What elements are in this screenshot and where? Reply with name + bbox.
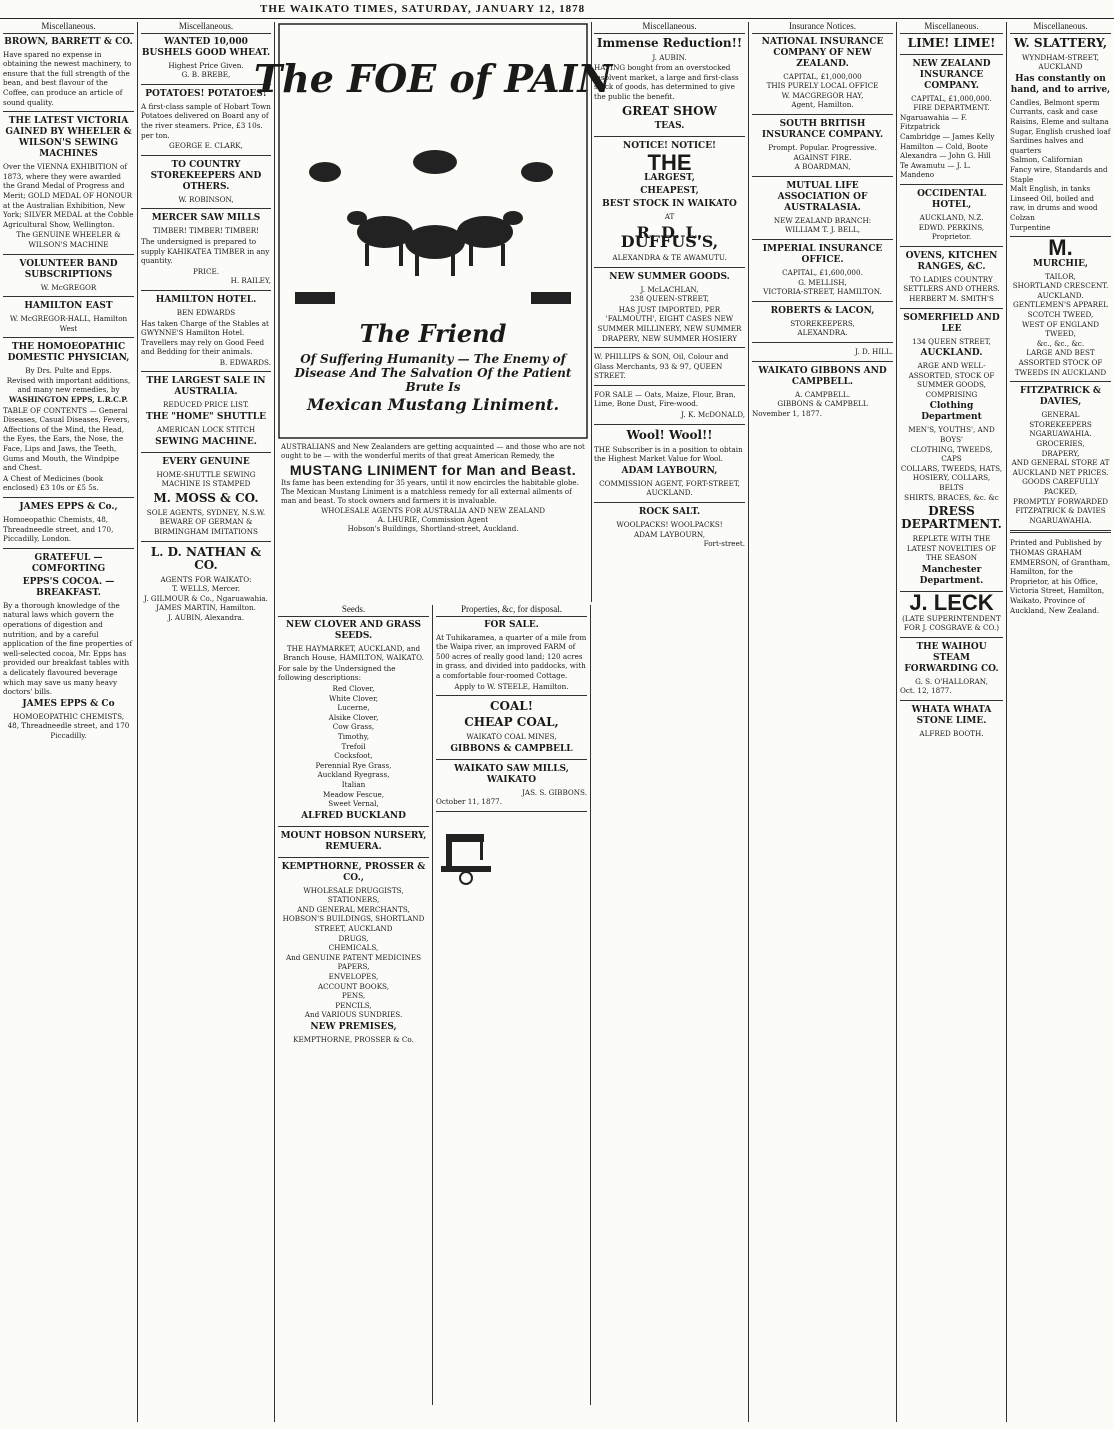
column-properties (433, 605, 591, 1405)
ad-department: Clothing Department (921, 401, 982, 423)
ad-name: GEORGE E. CLARK, (169, 141, 243, 151)
apparel-item: GENTLEMEN'S APPAREL (1013, 300, 1108, 310)
ad-subtitle: WHOLESALE DRUGGISTS, STATIONERS, (303, 885, 404, 905)
notice-best: BEST STOCK IN WAIKATO (602, 199, 737, 210)
ad-body: FOR SALE — Oats, Maize, Flour, Bran, Lime, Bone Dust, Fire-wood. (594, 389, 736, 409)
ad-location: AUCKLAND. (1037, 290, 1084, 300)
ad-title: COAL! (489, 699, 534, 714)
ad-address: WYNDHAM-STREET, AUCKLAND (1021, 52, 1100, 72)
store-item: AND GENERAL STORE AT (1011, 458, 1110, 468)
ad-body: TABLE OF CONTENTS — General Diseases, Casual Diseases, Fevers, Affections of the Mind, the Head, the Eyes, the Ears, the Nose, the Face, Lips and Jaws, the Teeth, Gums and Mouth, the Windpipe and Chest. (3, 405, 130, 473)
ad-body: A first-class sample of Hobart Town Potatoes delivered on Board any of the river steamers. Price, £3 10s. per ton. (141, 101, 271, 140)
foe-lead: AUSTRALIANS and New Zealanders are getting acquainted — and those who are not ought to be — with the wonderful merits of that great American Remedy, the (281, 443, 585, 460)
seed-item: Timothy, (337, 731, 370, 741)
goods-item: Colzan (1010, 212, 1035, 222)
notice-at: AT (664, 212, 675, 222)
ad-title: THE WAIHOU STEAM FORWARDING CO. (904, 641, 999, 674)
ad-name: W. SLATTERY, (1013, 35, 1108, 50)
seed-item: Auckland Ryegrass, (317, 770, 390, 780)
clothing-item: CLOTHING, TWEEDS, CAPS (910, 444, 993, 464)
sewing-machine-icon (436, 816, 496, 886)
column-header: Miscellaneous. (3, 22, 134, 34)
ad-subtitle: STOREKEEPERS, (790, 318, 855, 328)
ad-capital: CAPITAL, £1,000,000 (783, 71, 862, 81)
ad-location: HOBSON'S BUILDINGS, SHORTLAND STREET, AUCKLAND (282, 914, 425, 934)
ad-body: THE Subscriber is in a position to obtain the Highest Market Value for Wool. (594, 444, 743, 464)
ad-location: VICTORIA-STREET, HAMILTON. (763, 287, 882, 297)
apparel-item: &c., &c., &c. (1036, 338, 1085, 348)
column-header: Properties, &c, for disposal. (436, 605, 587, 617)
ad-initial: M. (1048, 235, 1073, 261)
foe-tagline-product: Mexican Mustang Liniment. (306, 395, 560, 414)
ad-name: J. McLACHLAN, (640, 284, 699, 294)
ad-agent-role: Agent, Hamilton. (791, 100, 854, 110)
ad-title: POTATOES! POTATOES! (145, 88, 267, 99)
ad-capital: CAPITAL, £1,000,000. (911, 93, 992, 103)
drug-list (278, 934, 429, 1020)
ad-subtitle: GENERAL STOREKEEPERS (1029, 410, 1092, 429)
ad-name: H. RAILEY, (230, 276, 271, 286)
agent-item: T. WELLS, Mercer. (172, 584, 240, 594)
ad-location: NGARUAWAHIA. (1029, 515, 1092, 525)
ad-name: AMERICAN LOCK STITCH (156, 425, 256, 435)
clothing-item: HOSIERY, COLLARS, BELTS (912, 473, 991, 493)
column-header: Miscellaneous. (141, 22, 271, 34)
goods-list (1010, 98, 1111, 232)
ad-footer: JAMES EPPS & Co (22, 698, 115, 709)
notice-location: ALEXANDRA & TE AWAMUTU. (612, 252, 727, 262)
seed-item: Red Clover, (332, 683, 375, 693)
goods-item: Salmon, Californian (1010, 155, 1083, 165)
foe-body: Its fame has been extending for 35 years, until it now encircles the habitable globe. The Mexican Mustang Liniment is a matchless remedy for all external ailments of man and beast. To stock owners and farmers it is invaluable. (281, 479, 579, 505)
ad-note: Revised with important additions, and many new remedies, by (6, 375, 131, 395)
ad-footer: 48, Threadneedle street, and 170 Piccadilly. (7, 721, 130, 740)
ad-subtitle: (LATE SUPERINTENDENT FOR J. COSGRAVE & CO.) (902, 613, 1001, 633)
foe-agents: WHOLESALE AGENTS FOR AUSTRALIA AND NEW ZEALAND (321, 507, 545, 515)
ad-price: A Chest of Medicines (book enclosed) £3 10s or £5 5s. (3, 473, 104, 493)
seed-item: Sweet Vernal, (328, 799, 379, 809)
ad-fire: AGAINST FIRE. (793, 152, 852, 162)
ad-sign: GIBBONS & CAMPBELL (777, 399, 868, 409)
ad-body: W. PHILLIPS & SON, Oil, Colour and Glass Merchants, 93 & 97, QUEEN STREET. (594, 352, 729, 381)
clothing-item: SHIRTS, BRACES, &c. &c (904, 492, 999, 502)
notice-cheapest: CHEAPEST, (640, 186, 699, 197)
ad-subtitle: REPLETE WITH THE LATEST NOVELTIES OF THE SEASON (906, 534, 997, 563)
seed-item: Alsike Clover, (328, 712, 379, 722)
ad-name: MURCHIE, (1032, 258, 1089, 269)
ad-title: OVENS, KITCHEN RANGES, &C. (905, 250, 998, 272)
ad-title: NATIONAL INSURANCE COMPANY OF NEW ZEALAND. (761, 36, 884, 69)
notice-the: THE (647, 149, 692, 175)
ad-address: 238 QUEEN-STREET, (630, 294, 709, 304)
ad-subtitle: ARGE AND WELL-ASSORTED, STOCK OF SUMMER GOODS, (908, 361, 995, 390)
ad-manager: A. CAMPBELL. (794, 389, 850, 399)
ad-title: FOR SALE. (484, 619, 539, 630)
notice-title: NOTICE! NOTICE! (622, 140, 717, 151)
foe-text (281, 442, 585, 534)
ad-subtitle: AND GENERAL MERCHANTS, (297, 904, 410, 914)
ad-title: MUTUAL LIFE ASSOCIATION OF AUSTRALASIA. (777, 180, 868, 213)
seed-item: Italian (341, 779, 366, 789)
ad-location: Fort-street. (703, 539, 745, 549)
ad-byline: By Drs. Pulte and Epps. (25, 366, 112, 376)
seed-item: Trefoil (341, 741, 366, 751)
ad-footer: HOMOEOPATHIC CHEMISTS, (12, 711, 125, 721)
ad-body: At Tuhikaramea, a quarter of a mile from the Waipa river, an improved FARM of 500 acres of really good land; 120 acres in grass, and divided into paddocks, with a comfortable four-roomed Cottage. (436, 632, 587, 680)
drug-item: And GENUINE PATENT MEDICINES (285, 952, 422, 962)
ad-shop: THE HAYMARKET, AUCKLAND, and Branch House, HAMILTON, WAIKATO. (283, 643, 424, 663)
ad-price: PRICE. (192, 266, 220, 276)
column-header: Miscellaneous. (1010, 22, 1111, 34)
ad-agent: W. MACGREGOR HAY, (781, 90, 864, 100)
ad-subtitle: WOOLPACKS! WOOLPACKS! (616, 520, 723, 530)
ad-agent: G. MELLISH, (798, 277, 847, 287)
clothing-list (900, 425, 1003, 502)
ad-title: HAMILTON EAST (24, 301, 113, 312)
notice-largest: LARGEST, (644, 173, 695, 184)
ad-title: ROCK SALT. (638, 507, 701, 518)
ad-name: J. D. HILL. (855, 346, 893, 356)
notice-shop: R. D. L. DUFFUS'S, (620, 222, 719, 252)
column-seeds (275, 605, 433, 1405)
ad-role: TAILOR, (1045, 271, 1076, 281)
apparel-item: WEST OF ENGLAND TWEED, (1021, 319, 1100, 339)
ad-title: NEW SUMMER GOODS. (609, 271, 730, 282)
ad-name: ADAM LAYBOURN, (633, 529, 706, 539)
ad-name: JAS. S. GIBBONS. (522, 787, 587, 797)
column-header: Miscellaneous. (900, 22, 1003, 34)
foe-agent-addr: Hobson's Buildings, Shortland-street, Auckland. (347, 525, 519, 533)
goods-item: Malt English, in tanks (1010, 184, 1091, 194)
ad-location: AUCKLAND. (920, 348, 983, 359)
ad-title: IMPERIAL INSURANCE OFFICE. (762, 243, 883, 265)
agent-item: Te Awamutu — J. L. Mandeno (900, 160, 971, 180)
ad-department: DRESS DEPARTMENT. (901, 504, 1002, 532)
masthead-title: THE WAIKATO TIMES, SATURDAY, JANUARY 12, 1878 (260, 3, 586, 15)
ad-agent: WILLIAM T. J. BELL, (784, 225, 860, 235)
ad-capital: CAPITAL, £1,600,000. (782, 267, 863, 277)
ad-location: AUCKLAND, N.Z. (919, 212, 984, 222)
ad-title: JAMES EPPS & Co., (19, 502, 118, 512)
ad-subtitle: EPPS'S COCOA. — BREAKFAST. (22, 576, 115, 598)
ad-body: Has taken Charge of the Stables at GWYNNE'S Hamilton Hotel. Travellers may rely on Good Feed and Bedding for their animals. (141, 318, 269, 357)
ad-title: OCCIDENTAL HOTEL, (917, 188, 986, 210)
ad-title: THE HOMOEOPATHIC DOMESTIC PHYSICIAN, (7, 342, 130, 364)
ad-name: EDWD. PERKINS, (918, 222, 985, 232)
ad-name: THE "HOME" SHUTTLE (146, 412, 266, 423)
friend-heading: The Friend (359, 319, 507, 348)
drug-item: And VARIOUS SUNDRIES. (304, 1010, 403, 1020)
ad-title: NEW CLOVER AND GRASS SEEDS. (285, 619, 422, 641)
column-header: Seeds. (278, 605, 429, 617)
ad-subtitle: W. McGREGOR-HALL, Hamilton West (9, 314, 128, 333)
ad-subtitle: Highest Price Given. (168, 60, 244, 70)
ad-author: WASHINGTON EPPS, L.R.C.P. (9, 395, 128, 405)
store-item: GROCERIES, (1036, 439, 1085, 448)
ad-title: LIME! LIME! (907, 35, 996, 50)
ad-subtitle: TIMBER! TIMBER! TIMBER! (152, 226, 260, 236)
foe-tagline: Of Suffering Humanity — The Enemy of Disease And The Salvation Of the Patient Brute Is (294, 352, 572, 394)
goods-item: Linseed Oil, boiled and raw, in drums and wood (1010, 193, 1098, 213)
ad-subtitle: WAIKATO COAL MINES, (466, 732, 557, 742)
ad-packing: GOODS CAREFULLY PACKED, (1022, 477, 1099, 496)
store-list (1010, 439, 1111, 477)
ad-title: HAMILTON HOTEL. (155, 294, 257, 305)
ad-subtitle: TEAS. (654, 120, 685, 131)
seed-list (278, 684, 429, 809)
ad-name: ALFRED BUCKLAND (301, 810, 406, 821)
ad-name: J. K. McDONALD, (681, 410, 745, 420)
ad-body: Homoeopathic Chemists, 48, Threadneedle street, and 170, Piccadilly, London. (3, 515, 114, 544)
apparel-list (1010, 300, 1111, 348)
ad-title: KEMPTHORNE, PROSSER & CO., (281, 861, 426, 883)
ad-body: The undersigned is prepared to supply KAHIKATEA TIMBER in any quantity. (141, 236, 270, 266)
ad-title: WAIKATO SAW MILLS, WAIKATO (454, 763, 569, 785)
ad-subtitle: W. McGREGOR (40, 282, 97, 292)
ad-warning: BEWARE OF GERMAN & BIRMINGHAM IMITATIONS (154, 517, 258, 537)
apparel-item: SCOTCH TWEED, (1027, 310, 1094, 320)
drug-item: PENS, (341, 991, 366, 1001)
ad-department: Manchester Department. (919, 565, 984, 586)
ad-title: Wool! Wool!! (626, 427, 713, 442)
ad-name: HERBERT M. SMITH'S (909, 293, 994, 303)
ad-footer: B. EDWARDS. (219, 357, 271, 367)
foe-product: MUSTANG LINIMENT for Man and Beast. (289, 462, 577, 478)
column-header: Miscellaneous. (594, 22, 745, 34)
seed-item: Cocksfoot, (334, 751, 373, 761)
ad-subtitle: Prompt. Popular. Progressive. (768, 142, 877, 152)
goods-item: Turpentine (1010, 222, 1051, 232)
ad-name: BEN EDWARDS (176, 307, 236, 317)
ad-title: WANTED 10,000 BUSHELS GOOD WHEAT. (141, 36, 271, 58)
column-miscellaneous-2 (138, 22, 275, 1422)
foe-agent-name: A. LHURIE, Commission Agent (377, 516, 489, 524)
ad-title: EVERY GENUINE (162, 456, 250, 467)
ad-fire: FIRE DEPARTMENT. (913, 103, 990, 113)
agent-item: Ngaruawahia — F. Fitzpatrick (900, 112, 968, 132)
seed-item: Lucerne, (337, 703, 370, 713)
agent-item: Cambridge — James Kelly (900, 131, 995, 141)
ad-subtitle: GREAT SHOW (621, 103, 718, 118)
seed-item: Cow Grass, (332, 722, 375, 732)
ad-subtitle: Has constantly on hand, and to arrive, (1010, 73, 1111, 95)
drug-item: CHEMICALS, (328, 943, 379, 953)
ad-title: SOUTH BRITISH INSURANCE COMPANY. (761, 118, 884, 140)
ad-date: November 1, 1877. (752, 408, 823, 418)
goods-item: Currants, cask and case (1010, 107, 1098, 117)
ad-body: Over the VIENNA EXHIBITION of 1873, where they were awarded the Grand Medal of Progress and Merit; GOLD MEDAL OF HONOUR at the Australian Exhibition, New York; SILVER MEDAL at the Cobble Agricultural Show, Wellington. (3, 162, 134, 229)
goods-item: Raisins, Eleme and sultana (1010, 116, 1109, 126)
column-miscellaneous-1 (0, 22, 138, 1422)
ad-title: MOUNT HOBSON NURSERY, REMUERA. (280, 830, 427, 852)
ad-title: TO COUNTRY STOREKEEPERS AND OTHERS. (150, 159, 262, 192)
goods-item: Sugar, English crushed loaf (1010, 126, 1111, 136)
ad-name: ALFRED BOOTH. (919, 728, 984, 738)
ad-date: Oct. 12, 1877. (900, 686, 952, 696)
ad-title: Immense Reduction!! (596, 35, 743, 50)
ad-title: GRATEFUL — COMFORTING (31, 552, 106, 574)
ad-name: GIBBONS & CAMPBELL (450, 743, 573, 754)
foe-title: The FOE of PAIN (253, 56, 613, 101)
ad-title: WHATA WHATA STONE LIME. (911, 704, 992, 726)
ad-name: G. B. BREBE, (181, 70, 231, 80)
drug-item: PAPERS, (337, 962, 370, 972)
ad-title: ROBERTS & LACON, (770, 305, 875, 316)
agent-item: Hamilton — Cold, Boote (900, 141, 988, 151)
horse-herd-drawing (295, 150, 571, 304)
agent-list (141, 584, 271, 622)
ad-title: BROWN, BARRETT & CO. (4, 36, 133, 47)
ad-title: THE LARGEST SALE IN AUSTRALIA. (146, 376, 266, 398)
ad-name: ADAM LAYBOURN, (621, 465, 718, 476)
column-miscellaneous-3 (591, 22, 749, 1422)
ad-subtitle: COMMISSION AGENT, FORT-STREET, AUCKLAND. (599, 478, 740, 498)
clothing-item: MEN'S, YOUTHS', AND BOYS' (908, 425, 995, 445)
ad-sign: KEMPTHORNE, PROSSER & Co. (293, 1035, 414, 1044)
ad-name: J. AUBIN. (652, 52, 687, 62)
ad-note: THIS PURELY LOCAL OFFICE (766, 81, 879, 91)
agent-item: J. GILMOUR & Co., Ngaruawahia. (144, 593, 268, 603)
ad-title: SOMERFIELD AND LEE (903, 312, 1000, 334)
ad-sign: FITZPATRICK & DAVIES (1015, 506, 1106, 516)
ad-forwarding: PROMPTLY FORWARDED (1012, 496, 1108, 506)
ad-title: J. LECK (909, 590, 994, 615)
ad-subtitle: AGENTS FOR WAIKATO: (160, 574, 252, 584)
ad-apply: Apply to W. STEELE, Hamilton. (454, 681, 569, 691)
seed-item: White Clover, (328, 693, 379, 703)
column-insurance (749, 22, 897, 1422)
ad-date: October 11, 1877. (436, 797, 503, 807)
seed-item: Perennial Rye Grass, (315, 760, 392, 770)
ad-body: By a thorough knowledge of the natural laws which govern the operations of digestion and nutrition, and by a careful application of the fine properties of well-selected cocoa, Mr. Epps has provided our breakfast tables with a delicately flavoured beverage which may save us many heavy doctors' bills. (3, 600, 133, 697)
goods-item: Sardines halves and quarters (1010, 136, 1084, 155)
ad-location: NGARUAWAHIA. (1029, 429, 1092, 439)
ad-title: NEW ZEALAND INSURANCE COMPANY. (912, 58, 991, 91)
ad-subtitle: HOME-SHUTTLE SEWING MACHINE IS STAMPED (156, 469, 256, 489)
foe-of-pain-illustration (253, 22, 613, 440)
drug-item: PENCILS, (335, 1000, 372, 1010)
ad-tagline: The GENUINE WHEELER & WILSON'S MACHINE (16, 230, 121, 249)
goods-item: Fancy wire, Standards and Staple (1010, 164, 1108, 184)
ad-body: HAS JUST IMPORTED, PER 'FALMOUTH', EIGHT CASES NEW SUMMER MILLINERY, NEW SUMMER DRAPERY, NEW SUMMER HOSIERY (597, 304, 742, 343)
ad-title: L. D. NATHAN & CO. (150, 544, 262, 572)
goods-item: Candles, Belmont sperm (1010, 97, 1100, 107)
ad-location: SOLE AGENTS, SYDNEY, N.S.W. (146, 507, 266, 517)
clothing-item: COLLARS, TWEEDS, HATS, (900, 463, 1003, 473)
store-item: AUCKLAND NET PRICES. (1012, 467, 1109, 477)
ad-subtitle: NEW ZEALAND BRANCH: (773, 215, 872, 225)
ad-body: HAVING bought from an overstocked insolvent market, a large and first-class stock of goods, has determined to give the public the benefit. (594, 63, 739, 101)
drug-item: DRUGS, (338, 933, 369, 943)
agent-list (900, 113, 1003, 180)
ad-subtitle: CHEAP COAL, (464, 715, 559, 730)
ad-name: SEWING MACHINE. (155, 436, 257, 447)
drug-item: ENVELOPES, (328, 972, 379, 982)
ad-title: FITZPATRICK & DAVIES, (1019, 386, 1102, 408)
ad-comprising: COMPRISING (925, 389, 978, 399)
ad-address: 134 QUEEN STREET, (912, 336, 991, 346)
ad-subtitle: REDUCED PRICE LIST. (163, 400, 249, 410)
printer-imprint: Printed and Published by THOMAS GRAHAM EMMERSON, of Grantham, Hamilton, for the Proprietor, at his Office, Victoria Street, Hamilton, Waikato, Province of Auckland, New Zealand. (1010, 538, 1111, 615)
ad-role: Proprietor. (931, 232, 972, 242)
agent-item: J. AUBIN, Alexandra. (168, 613, 244, 622)
store-item: DRAPERY, (1041, 448, 1080, 458)
ad-title: VOLUNTEER BAND SUBSCRIPTIONS (19, 258, 118, 280)
ad-footer: NEW PREMISES, (310, 1022, 397, 1032)
ad-agent: A BOARDMAN, (794, 162, 851, 172)
column-header: Insurance Notices. (752, 22, 893, 34)
ad-title: WAIKATO GIBBONS AND CAMPBELL. (758, 365, 887, 387)
column-miscellaneous-4 (897, 22, 1007, 1422)
ad-stock: LARGE AND BEST ASSORTED STOCK OF TWEEDS IN AUCKLAND (1014, 348, 1107, 377)
agent-item: JAMES MARTIN, Hamilton. (156, 603, 256, 613)
agent-item: Alexandra — John G. Hill (900, 151, 991, 161)
ad-subtitle: TO LADIES COUNTRY SETTLERS AND OTHERS. (903, 274, 1000, 294)
seed-item: Meadow Fescue, (323, 789, 384, 799)
column-miscellaneous-5 (1007, 22, 1114, 1422)
ad-name: W. ROBINSON, (178, 194, 234, 204)
foe-of-pain-advert (253, 22, 613, 602)
ad-location: SHORTLAND CRESCENT. (1012, 281, 1109, 291)
ad-body: Have spared no expense in obtaining the newest machinery, to ensure that the full strength of the bean, and best flavour of the Coffee, can produce an article of sound quality. (3, 49, 132, 107)
ad-name: M. MOSS & CO. (153, 490, 259, 505)
ad-location: ALEXANDRA. (797, 328, 848, 338)
drug-item: ACCOUNT BOOKS, (317, 981, 390, 991)
ad-title: MERCER SAW MILLS (151, 213, 261, 224)
ad-title: THE LATEST VICTORIA GAINED BY WHEELER & WILSON'S SEWING MACHINES (5, 116, 132, 160)
ad-name: G. S. O'HALLORAN, (915, 676, 988, 686)
ad-intro: For sale by the Undersigned the following descriptions: (278, 663, 396, 683)
masthead (0, 0, 1114, 19)
